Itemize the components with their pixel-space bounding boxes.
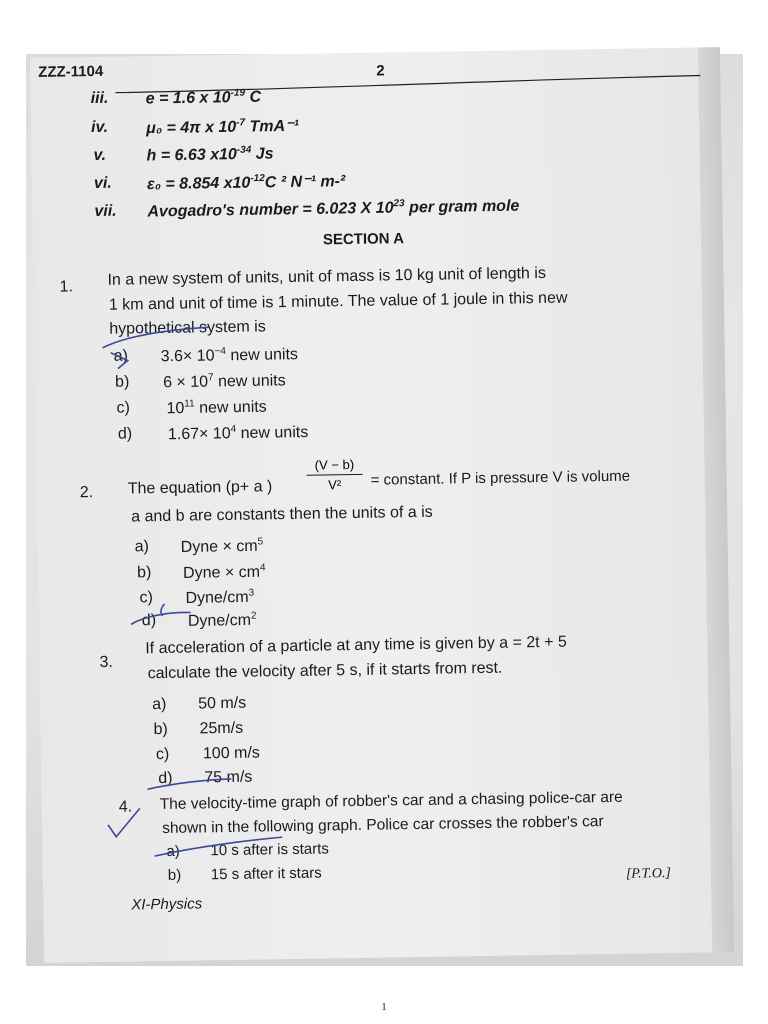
constant-number: v. <box>93 146 107 165</box>
question-line: = constant. If P is pressure V is volume <box>370 467 631 489</box>
option-text: 10 <box>166 399 185 418</box>
section-title: SECTION A <box>322 230 405 249</box>
subject-footer: XI-Physics <box>131 895 203 914</box>
header-page-number: 2 <box>376 62 385 80</box>
question-line: The equation (p+ a ) <box>127 478 273 498</box>
pen-underline-mark <box>102 327 209 348</box>
fraction-numerator: (V − b) <box>314 456 355 473</box>
option-label: a) <box>152 695 167 714</box>
option-text: 3.6× 10 <box>160 347 215 366</box>
constant-unit: per gram mole <box>404 197 520 217</box>
option-label: b) <box>136 564 152 582</box>
option-exponent: −4 <box>214 345 226 358</box>
constant-value: μ₀ = 4π x 10 <box>145 118 237 138</box>
constant-number: iv. <box>90 118 109 137</box>
option-text: Dyne/cm <box>187 611 252 630</box>
question-number: 4. <box>118 798 133 816</box>
option-label: a) <box>134 538 150 556</box>
option-text: Dyne × cm <box>180 537 258 557</box>
constant-value: e = 1.6 x 10 <box>145 89 231 108</box>
option-text: 6 × 10 <box>162 373 209 392</box>
option-exponent: 4 <box>230 423 237 435</box>
question-line: If acceleration of a particle at any time is given by a = 2t + 5 <box>145 633 567 658</box>
option-text-suffix: new units <box>213 372 286 391</box>
constant-number: vi. <box>93 174 112 193</box>
question-line: calculate the velocity after 5 s, if it starts from rest. <box>147 659 503 683</box>
option-text-suffix: new units <box>194 398 267 417</box>
pen-check-mark <box>108 808 140 836</box>
pen-underline-mark <box>154 837 282 856</box>
option-label: a) <box>166 842 180 860</box>
question-number: 3. <box>99 653 113 671</box>
constant-value: Avogadro's number = 6.023 X 10 <box>147 199 394 221</box>
option-label: d) <box>141 612 157 630</box>
question-number: 1. <box>59 278 74 296</box>
constant-unit: Js <box>251 145 274 163</box>
constant-exponent: -34 <box>236 144 252 156</box>
pen-annotations <box>30 47 744 958</box>
option-exponent: 3 <box>248 587 255 599</box>
constant-value: h = 6.63 x10 <box>146 146 237 165</box>
option-exponent: 4 <box>259 562 266 574</box>
option-text: 100 m/s <box>202 744 260 763</box>
option-label: b) <box>167 866 182 884</box>
option-label: d) <box>158 769 173 788</box>
constant-exponent: 23 <box>393 198 405 210</box>
option-label: b) <box>153 720 168 739</box>
option-text: Dyne/cm <box>185 588 249 607</box>
pen-underline-mark <box>147 779 231 789</box>
pto-note: [P.T.O.] <box>625 866 672 882</box>
option-text: 25m/s <box>199 719 244 738</box>
question-line: 1 km and unit of time is 1 minute. The value of 1 joule in this new <box>108 289 568 314</box>
pen-check-mark <box>111 353 128 369</box>
option-text-suffix: new units <box>236 424 309 443</box>
question-line: The velocity-time graph of robber's car and a chasing police-car are <box>159 788 623 814</box>
question-number: 2. <box>79 484 94 502</box>
option-text: 75 m/s <box>204 768 253 787</box>
constant-exponent: -7 <box>236 117 246 129</box>
option-label: c) <box>116 399 130 417</box>
option-text: 15 s after it stars <box>210 864 322 884</box>
question-line: a and b are constants then the units of a is <box>131 503 433 526</box>
constant-exponent: -12 <box>250 172 265 185</box>
option-label: a) <box>113 347 129 365</box>
question-line: shown in the following graph. Police car crosses the robber's car <box>161 813 604 838</box>
option-label: b) <box>114 373 130 391</box>
option-text: 50 m/s <box>198 694 247 713</box>
option-exponent: 7 <box>207 372 214 384</box>
paper-code: ZZZ-1104 <box>38 62 104 81</box>
constant-value: ε₀ = 8.854 x10 <box>146 174 251 194</box>
option-text-suffix: new units <box>225 346 299 365</box>
constant-number: iii. <box>90 89 109 108</box>
option-exponent: 11 <box>184 398 195 410</box>
option-label: d) <box>117 425 133 443</box>
constant-unit: C <box>244 88 262 106</box>
constant-number: vii. <box>94 202 117 221</box>
option-text: 10 s after is starts <box>210 840 329 860</box>
fraction-denominator: V² <box>328 477 342 493</box>
option-label: c) <box>139 589 153 607</box>
page-number: 1 <box>381 1001 387 1013</box>
constant-unit: C ² N⁻¹ m-² <box>264 173 346 192</box>
option-exponent: 5 <box>257 536 264 548</box>
option-text: 1.67× 10 <box>167 425 231 444</box>
question-line: hypothetical system is <box>109 318 266 338</box>
question-line: In a new system of units, unit of mass is 10 kg unit of length is <box>107 264 547 289</box>
option-exponent: 2 <box>250 610 257 622</box>
constant-exponent: -19 <box>230 87 246 99</box>
exam-paper <box>30 47 734 963</box>
constant-unit: TmA⁻¹ <box>244 117 300 136</box>
option-text: Dyne × cm <box>182 563 261 582</box>
option-label: c) <box>155 745 170 764</box>
